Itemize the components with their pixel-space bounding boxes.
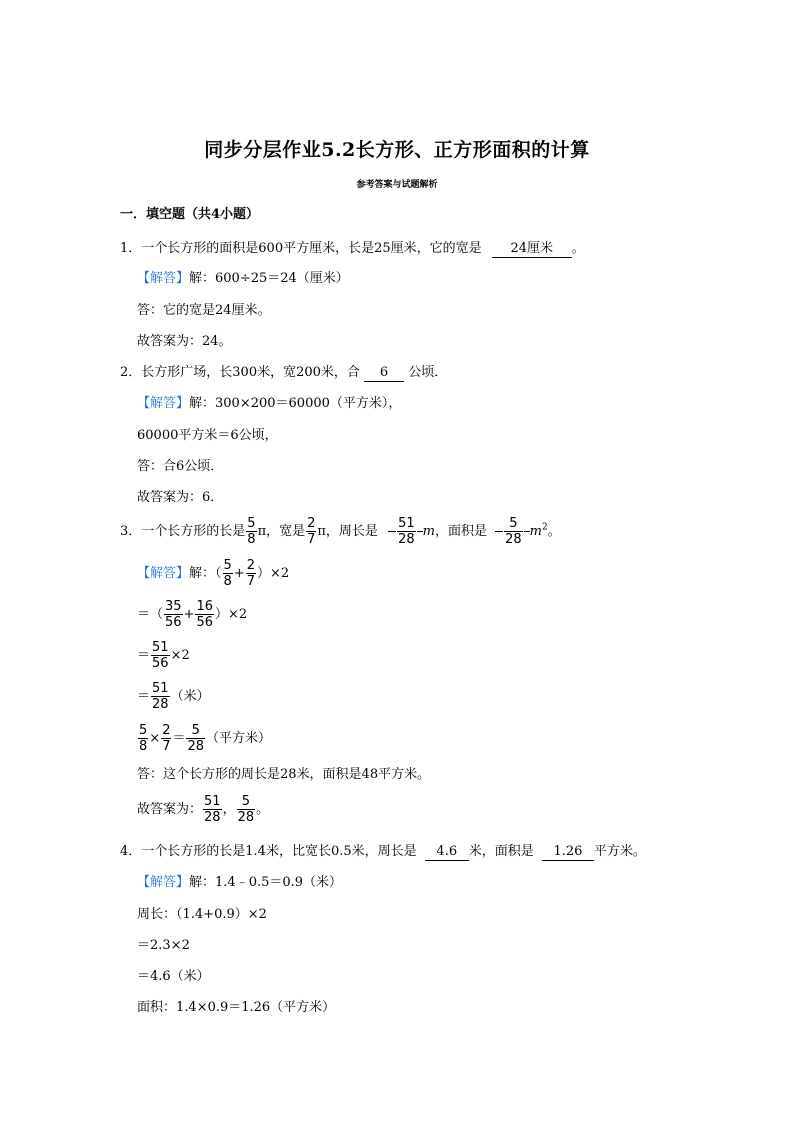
q4-step-line: ＝2.3×2 — [137, 938, 190, 953]
q4-perimeter-line: 周长：（1.4+0.9）×2 — [137, 907, 267, 922]
fraction: $\frac{2}{7}$ — [246, 558, 255, 589]
fraction: $\frac{51}{28}$ — [204, 794, 221, 825]
q2-answer-line: 答：合6公顷． — [137, 459, 224, 474]
fraction: $\frac{5}{8}$ — [139, 723, 148, 754]
q2-solution-line: 【解答】解：300×200＝60000（平方米）， — [137, 396, 402, 411]
question-4-answer-blank-2: 1.26 — [542, 844, 594, 861]
q3-solution-step-4: ＝ $\frac{51}{28}$ （米） — [137, 681, 210, 712]
q3-solution-step-5: $\frac{5}{8}$ × $\frac{2}{7}$ ＝ $\frac{5}{28}$ （平方米） — [139, 723, 272, 754]
question-1: 1．一个长方形的面积是600平方厘米，长是25厘米，它的宽是 24厘米 。 — [120, 241, 585, 256]
fraction: $\frac{35}{56}$ — [165, 599, 182, 630]
page-subtitle: 参考答案与试题解析 — [356, 180, 438, 190]
question-3: 3．一个长方形的长是 $\frac{5}{8}$ π，宽是 $\frac{2}{7}$ π，周长是 $\frac{51}{28}$ m，面积是 $\frac{5}{28}$ $m^2$。 — [120, 516, 561, 547]
q1-answer-line: 答：它的宽是24厘米。 — [137, 303, 271, 318]
question-4: 4．一个长方形的长是1.4米，比宽长0.5米，周长是 4.6 米，面积是 1.26 平方米。 — [120, 844, 646, 859]
question-1-stem: 1．一个长方形的面积是600平方厘米，长是25厘米，它的宽是 — [120, 241, 482, 256]
answer-tag: 【解答】 — [137, 875, 190, 890]
q1-solution-line: 【解答】解：600÷25＝24（厘米） — [137, 271, 349, 286]
question-4-stem: 4．一个长方形的长是1.4米，比宽长0.5米，周长是 — [120, 844, 417, 859]
fraction: $\frac{51}{28}$ — [398, 516, 415, 547]
fraction: $\frac{5}{28}$ — [505, 516, 522, 547]
page-title: 同步分层作业5.2长方形、正方形面积的计算 — [204, 139, 590, 161]
question-2-answer-blank: 6 — [364, 365, 404, 382]
answer-tag: 【解答】 — [137, 271, 190, 286]
q4-area-line: 面积：1.4×0.9＝1.26（平方米） — [137, 1000, 336, 1015]
q3-solution-step-1: 【解答】解：（ $\frac{5}{8}$ + $\frac{2}{7}$ ）×2 — [137, 558, 290, 589]
question-3-answer-blank-1: $\frac{51}{28}$ m — [388, 516, 435, 547]
section-heading: 一．填空题（共4小题） — [120, 207, 260, 222]
q3-solution-step-2: ＝（ $\frac{35}{56}$ + $\frac{16}{56}$ ）×2 — [137, 599, 248, 630]
fraction: $\frac{5}{28}$ — [187, 723, 205, 754]
fraction: $\frac{51}{56}$ — [152, 640, 169, 671]
fraction: $\frac{2}{7}$ — [307, 516, 316, 547]
question-3-answer-blank-2: $\frac{5}{28}$ $m^2$ — [495, 516, 548, 547]
q2-final-answer: 故答案为：6． — [137, 490, 224, 505]
q2-solution-line-2: 60000平方米＝6公顷， — [137, 428, 278, 443]
q3-solution-step-3: ＝ $\frac{51}{56}$ ×2 — [137, 640, 190, 671]
q3-final-answer: 故答案为： $\frac{51}{28}$ ， $\frac{5}{28}$ 。 — [137, 794, 270, 825]
fraction: $\frac{5}{28}$ — [237, 794, 255, 825]
fraction: $\frac{5}{8}$ — [223, 558, 232, 589]
q4-solution-line: 【解答】解：1.4﹣0.5＝0.9（米） — [137, 875, 343, 890]
answer-tag: 【解答】 — [137, 396, 190, 411]
answer-tag: 【解答】 — [137, 566, 190, 581]
question-2-stem: 2．长方形广场，长300米，宽200米，合 — [120, 365, 360, 380]
question-4-answer-blank-1: 4.6 — [425, 844, 469, 861]
q4-step-line-2: ＝4.6（米） — [137, 969, 210, 984]
fraction: $\frac{2}{7}$ — [162, 723, 171, 754]
question-1-answer-blank: 24厘米 — [492, 241, 572, 258]
fraction: $\frac{51}{28}$ — [152, 681, 169, 712]
q1-final-answer: 故答案为：24。 — [137, 334, 232, 349]
fraction: $\frac{16}{56}$ — [196, 599, 214, 630]
question-2: 2．长方形广场，长300米，宽200米，合 6 公顷． — [120, 365, 448, 380]
fraction: $\frac{5}{8}$ — [247, 516, 256, 547]
q3-answer-line: 答：这个长方形的周长是28米，面积是48平方米。 — [137, 767, 431, 782]
